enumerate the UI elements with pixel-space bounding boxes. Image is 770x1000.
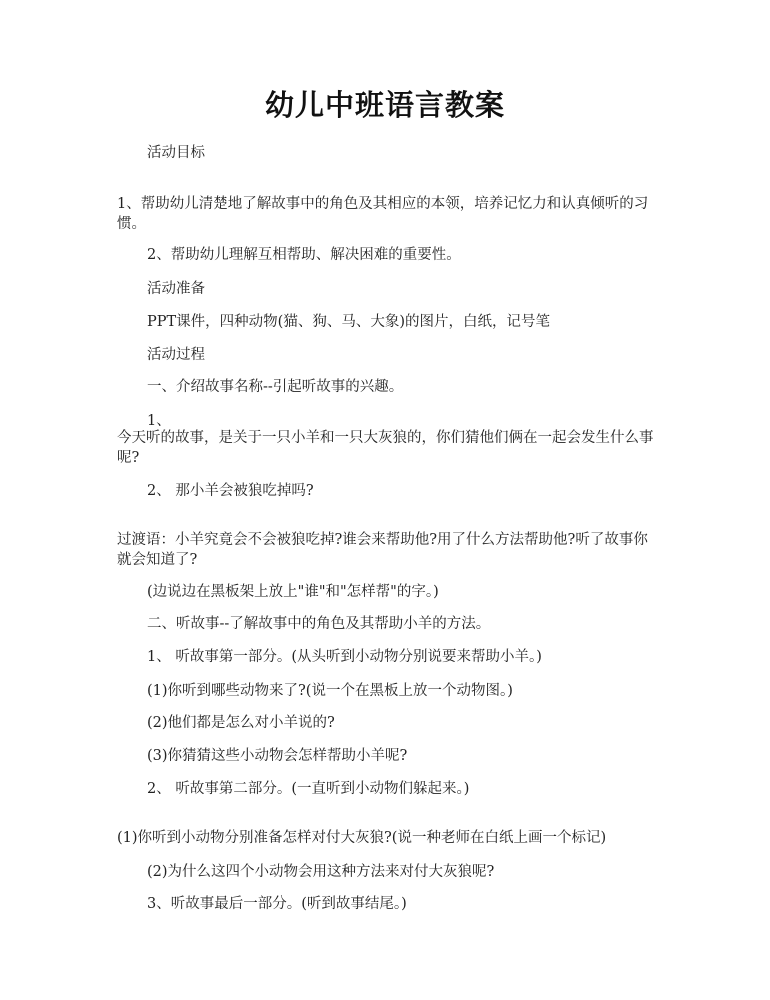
paragraph-preparation-heading: 活动准备 — [147, 281, 205, 297]
paragraph-goal-1: 1、帮助幼儿清楚地了解故事中的角色及其相应的本领，培养记忆力和认真倾听的习惯。 — [117, 196, 649, 232]
paragraph-step-2: 二、听故事--了解故事中的角色及其帮助小羊的方法。 — [147, 616, 491, 632]
paragraph-activity-goals-heading: 活动目标 — [147, 145, 205, 161]
paragraph-step-2-2-q1: (1)你听到小动物分别准备怎样对付大灰狼?(说一种老师在白纸上画一个标记) — [117, 830, 607, 846]
paragraph-step-2-1-q2: (2)他们都是怎么对小羊说的? — [147, 715, 335, 731]
paragraph-step-1-1-number: 1、 — [147, 413, 171, 429]
paragraph-goal-2: 2、帮助幼儿理解互相帮助、解决困难的重要性。 — [147, 247, 461, 263]
paragraph-process-heading: 活动过程 — [147, 347, 205, 363]
paragraph-transition: 过渡语：小羊究竟会不会被狼吃掉?谁会来帮助他?用了什么方法帮助他?听了故事你就会知道了? — [117, 532, 648, 568]
paragraph-step-2-2: 2、 听故事第二部分。(一直听到小动物们躲起来。) — [147, 781, 470, 797]
document-title: 幼儿中班语言教案 — [264, 88, 505, 122]
paragraph-step-2-1-q1: (1)你听到哪些动物来了?(说一个在黑板上放一个动物图。) — [147, 683, 513, 699]
paragraph-step-2-1: 1、 听故事第一部分。(从头听到小动物分别说要来帮助小羊。) — [147, 649, 542, 665]
paragraph-step-2-1-q3: (3)你猜猜这些小动物会怎样帮助小羊呢? — [147, 748, 408, 764]
paragraph-step-2-3: 3、听故事最后一部分。(听到故事结尾。) — [147, 896, 407, 912]
paragraph-step-1: 一、介绍故事名称--引起听故事的兴趣。 — [147, 379, 404, 395]
paragraph-step-1-1: 今天听的故事，是关于一只小羊和一只大灰狼的，你们猜他们俩在一起会发生什么事呢? — [117, 430, 654, 466]
paragraph-transition-note: (边说边在黑板架上放上"谁"和"怎样帮"的字。) — [147, 584, 439, 600]
paragraph-step-2-2-q2: (2)为什么这四个小动物会用这种方法来对付大灰狼呢? — [147, 864, 495, 880]
paragraph-preparation: PPT课件，四种动物(猫、狗、马、大象)的图片，白纸，记号笔 — [147, 314, 550, 330]
paragraph-step-1-2: 2、 那小羊会被狼吃掉吗? — [147, 483, 314, 499]
